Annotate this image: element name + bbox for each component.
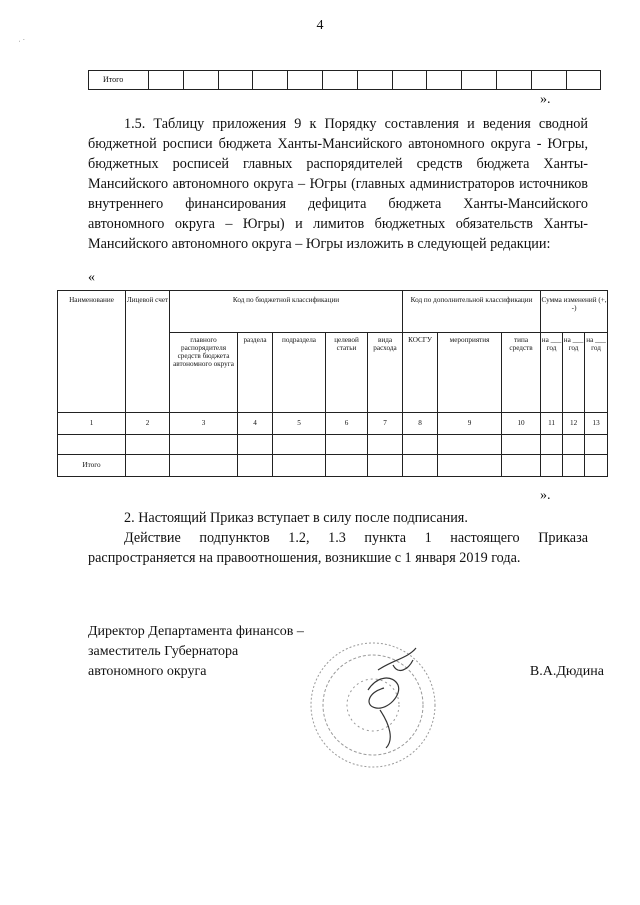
header-fund-type: типа средств bbox=[502, 333, 541, 413]
paragraph-1-5: 1.5. Таблицу приложения 9 к Порядку составления и ведения сводной бюджетной росписи бюджета Ханты-Мансийского автономного округа - Югры, бюджетных росписей главных распорядителей средств бюджета Ханты-Мансийского автономного округа – Югры (главных администраторов источников внутреннего финансирования дефицита бюджета Ханты-Мансийского автономного округа – Югры) и лимитов бюджетных обязательств Ханты-Мансийского автономного округа – Югры изложить в следующей редакции: bbox=[88, 116, 588, 252]
total-label: Итого bbox=[89, 71, 149, 90]
column-number: 5 bbox=[273, 413, 326, 435]
header-section: раздела bbox=[238, 333, 273, 413]
column-number: 13 bbox=[585, 413, 608, 435]
paragraph-3: Действие подпунктов 1.2, 1.3 пункта 1 настоящего Приказа распространяется на правоотношения, возникшие с 1 января 2019 года. bbox=[88, 530, 588, 566]
header-year-2: на ___ год bbox=[563, 333, 585, 413]
table-row bbox=[58, 435, 608, 455]
column-number: 10 bbox=[502, 413, 541, 435]
signer-title-line1: Директор Департамента финансов – bbox=[88, 624, 304, 639]
column-number: 2 bbox=[126, 413, 170, 435]
column-number: 12 bbox=[563, 413, 585, 435]
page-number: 4 bbox=[316, 18, 324, 33]
column-number-row bbox=[58, 413, 608, 435]
table-row bbox=[58, 455, 608, 477]
header-kosgu: КОСГУ bbox=[403, 333, 438, 413]
budget-table bbox=[57, 290, 608, 477]
column-number: 1 bbox=[58, 413, 126, 435]
official-seal-stamp bbox=[298, 630, 448, 780]
column-number: 6 bbox=[326, 413, 368, 435]
opening-quote: « bbox=[88, 270, 95, 285]
signer-name: В.А.Дюдина bbox=[529, 664, 604, 679]
column-number: 8 bbox=[403, 413, 438, 435]
closing-quote: ». bbox=[540, 488, 551, 503]
header-additional-code: Код по дополнительной классификации bbox=[403, 291, 541, 333]
header-year-3: на ___ год bbox=[585, 333, 608, 413]
signature-block bbox=[88, 622, 304, 682]
header-subsection: подраздела bbox=[273, 333, 326, 413]
header-sum-change: Сумма изменений (+, -) bbox=[541, 291, 608, 333]
header-measures: мероприятия bbox=[438, 333, 502, 413]
signer-title-line3: автономного округа bbox=[88, 664, 207, 679]
signer-title-line2: заместитель Губернатора bbox=[88, 644, 239, 659]
column-number: 4 bbox=[238, 413, 273, 435]
header-name: Наименование bbox=[58, 291, 126, 413]
scan-artifact: · · bbox=[16, 35, 27, 46]
total-label: Итого bbox=[58, 455, 126, 477]
table-header-row bbox=[58, 291, 608, 333]
header-budget-code: Код по бюджетной классификации bbox=[170, 291, 403, 333]
paragraph-2: 2. Настоящий Приказ вступает в силу после подписания. bbox=[124, 510, 468, 526]
column-number: 7 bbox=[368, 413, 403, 435]
column-number: 9 bbox=[438, 413, 502, 435]
handwritten-signature bbox=[368, 648, 416, 748]
table-row bbox=[89, 71, 601, 90]
header-target-item: целевой статьи bbox=[326, 333, 368, 413]
header-expense-type: вида расхода bbox=[368, 333, 403, 413]
column-number: 11 bbox=[541, 413, 563, 435]
closing-quote: ». bbox=[540, 92, 551, 107]
header-chief-admin: главного распорядителя средств бюджета автономного округа bbox=[170, 333, 238, 413]
seal-graphic bbox=[298, 630, 448, 775]
header-account: Лицевой счет bbox=[126, 291, 170, 413]
column-number: 3 bbox=[170, 413, 238, 435]
top-table-fragment bbox=[88, 70, 601, 90]
header-year-1: на ___ год bbox=[541, 333, 563, 413]
